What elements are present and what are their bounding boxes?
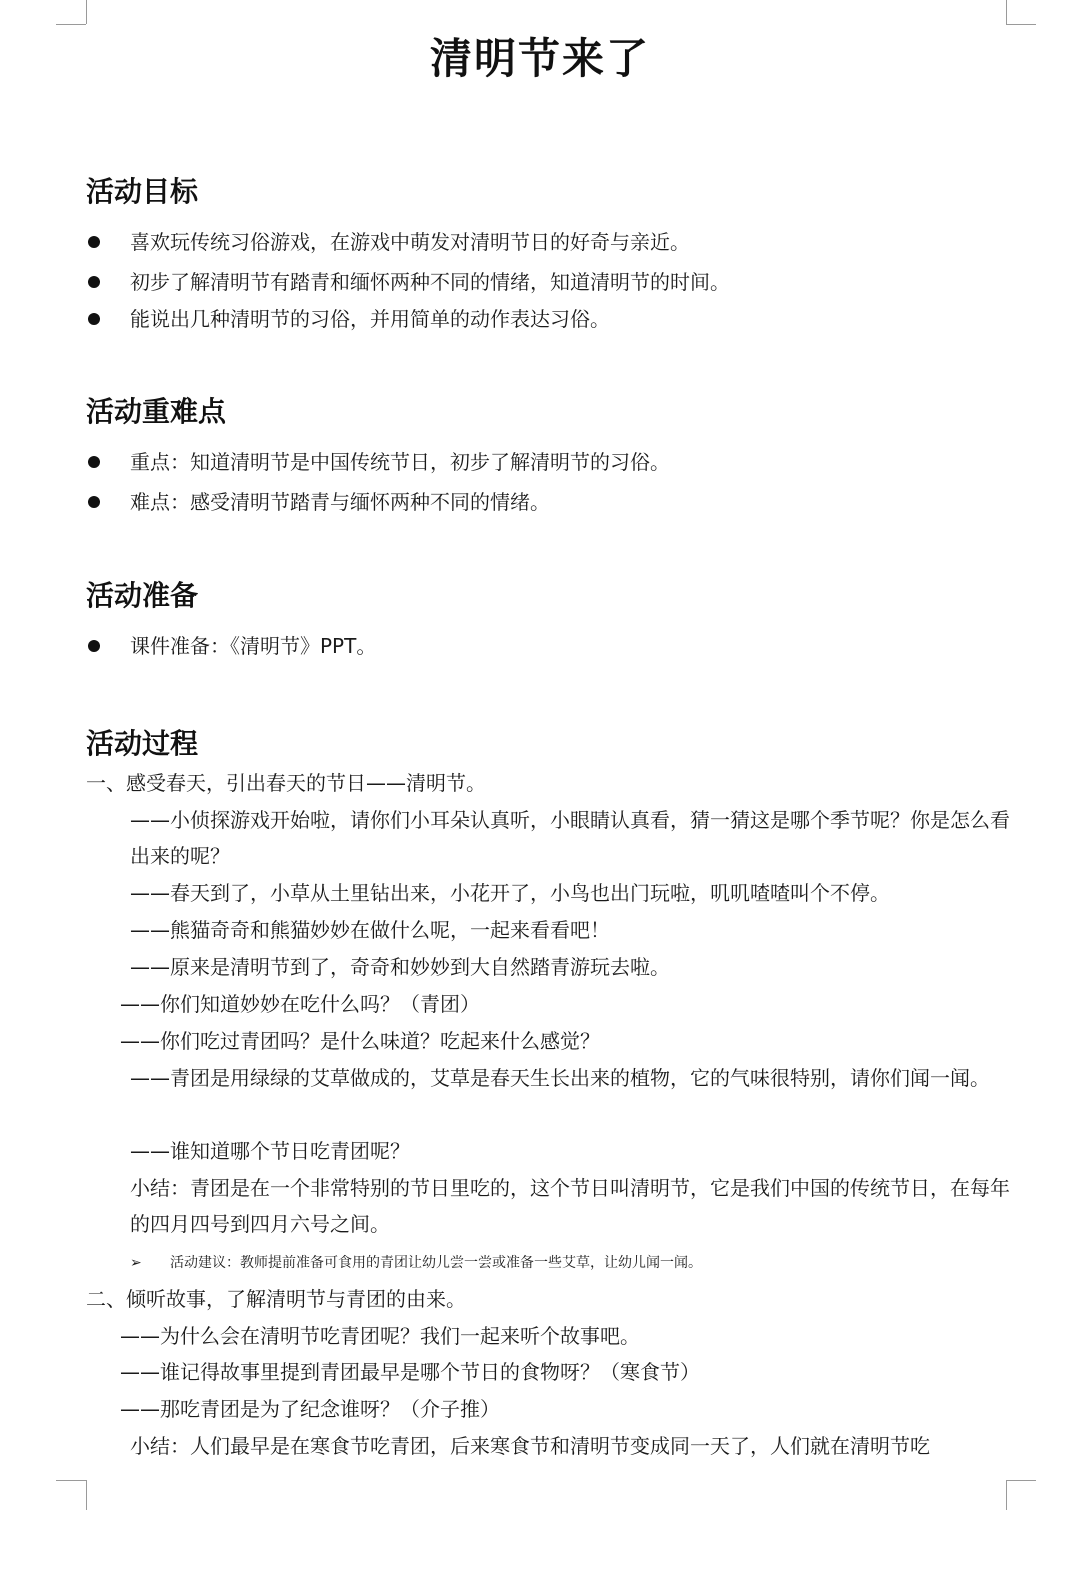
dialogue-line: ——春天到了，小草从土里钻出来，小花开了，小鸟也出门玩啦，叽叽喳喳叫个不停。 (130, 881, 890, 905)
bullet-icon (88, 276, 100, 288)
section-heading-keypoints: 活动重难点 (86, 395, 227, 428)
dialogue-line: ——小侦探游戏开始啦，请你们小耳朵认真听，小眼睛认真看，猜一猜这是哪个季节呢？你是怎么看出来的呢？ (130, 808, 1010, 868)
activity-tip (130, 1253, 702, 1273)
crop-mark (1006, 1480, 1036, 1481)
summary-paragraph: 小结：人们最早是在寒食节吃青团，后来寒食节和清明节变成同一天了，人们就在清明节吃 (130, 1434, 930, 1458)
crop-mark (56, 24, 86, 25)
crop-mark (1006, 1480, 1007, 1510)
crop-mark (86, 0, 87, 24)
tip-text: 活动建议：教师提前准备可食用的青团让幼儿尝一尝或准备一些艾草，让幼儿闻一闻。 (170, 1255, 702, 1271)
crop-mark (56, 1480, 86, 1481)
dialogue-line: ——谁记得故事里提到青团最早是哪个节日的食物呀？（寒食节） (120, 1360, 700, 1384)
section-heading-prep: 活动准备 (86, 579, 199, 612)
page-title: 清明节来了 (429, 34, 650, 83)
section-heading-process: 活动过程 (86, 727, 199, 760)
dialogue-line: ——谁知道哪个节日吃青团呢？ (130, 1139, 410, 1163)
bullet-icon (88, 456, 100, 468)
arrow-bullet-icon: ➢ (130, 1255, 142, 1271)
summary-paragraph: 小结：青团是在一个非常特别的节日里吃的，这个节日叫清明节，它是我们中国的传统节日，在每年的四月四号到四月六号之间。 (130, 1176, 1010, 1236)
list-item-text: 课件准备：《清明节》PPT。 (130, 634, 377, 658)
bullet-icon (88, 313, 100, 325)
list-item-text: 能说出几种清明节的习俗，并用简单的动作表达习俗。 (130, 307, 610, 331)
bullet-icon (88, 496, 100, 508)
bullet-icon (88, 236, 100, 248)
crop-mark (1006, 0, 1007, 24)
dialogue-line: ——你们知道妙妙在吃什么吗？（青团） (120, 992, 480, 1016)
dialogue-line: ——原来是清明节到了，奇奇和妙妙到大自然踏青游玩去啦。 (130, 955, 670, 979)
dialogue-line: ——青团是用绿绿的艾草做成的，艾草是春天生长出来的植物，它的气味很特别，请你们闻一闻。 (130, 1066, 990, 1090)
crop-mark (1006, 24, 1036, 25)
step-heading: 二、倾听故事，了解清明节与青团的由来。 (86, 1287, 466, 1311)
step-heading: 一、感受春天，引出春天的节日——清明节。 (86, 771, 486, 795)
dialogue-line: ——你们吃过青团吗？是什么味道？吃起来什么感觉？ (120, 1029, 600, 1053)
list-item-text: 初步了解清明节有踏青和缅怀两种不同的情绪，知道清明节的时间。 (130, 270, 730, 294)
dialogue-line: ——熊猫奇奇和熊猫妙妙在做什么呢，一起来看看吧！ (130, 918, 610, 942)
list-item-text: 难点：感受清明节踏青与缅怀两种不同的情绪。 (130, 490, 550, 514)
dialogue-line: ——为什么会在清明节吃青团呢？我们一起来听个故事吧。 (120, 1324, 640, 1348)
dialogue-line: ——那吃青团是为了纪念谁呀？（介子推） (120, 1397, 500, 1421)
bullet-icon (88, 640, 100, 652)
section-heading-goals: 活动目标 (86, 175, 199, 208)
crop-mark (86, 1480, 87, 1510)
list-item-text: 喜欢玩传统习俗游戏，在游戏中萌发对清明节日的好奇与亲近。 (130, 230, 690, 254)
list-item-text: 重点：知道清明节是中国传统节日，初步了解清明节的习俗。 (130, 450, 670, 474)
